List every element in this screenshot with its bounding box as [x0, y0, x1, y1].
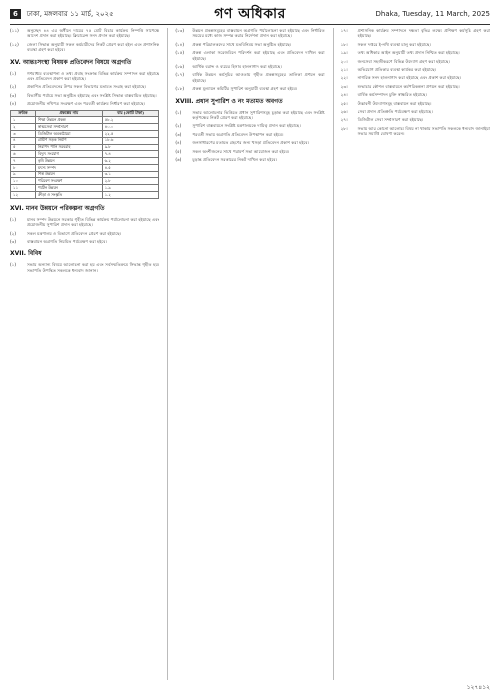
table-header-cell: প্রকল্পের নাম: [35, 110, 102, 117]
paragraph-number: (১২): [10, 41, 19, 47]
paragraph: [175, 72, 324, 83]
paragraph-text: নাগরিক সনদ হালনাগাদ করা হইয়াছে এবং প্রকাশ করা হইয়াছে।: [357, 75, 462, 81]
table-cell: ৫: [11, 144, 36, 151]
table-cell: শিল্প উন্নয়ন: [35, 171, 102, 178]
table-cell: ২.৮: [102, 178, 159, 185]
paragraph: [175, 64, 324, 69]
table-row: [11, 171, 159, 178]
paragraph-text: প্রকল্প মূল্যায়ন কমিটির সুপারিশ অনুযায়ী ব্যবস্থা গ্রহণ করা হইবে।: [192, 86, 298, 92]
masthead-left: [10, 8, 195, 20]
paragraph: [10, 217, 159, 228]
table-row: [11, 192, 159, 199]
paragraph: [341, 42, 490, 47]
project-cost-table: [10, 110, 159, 199]
paragraph-number: ২২।: [340, 75, 348, 81]
column-3: [333, 28, 490, 680]
table-cell: ৯: [11, 171, 36, 178]
paragraph-number: (৬): [175, 157, 182, 163]
paragraph-text: প্রশাসনিক কার্যক্রম সম্পাদনে দক্ষতা বৃদ্ধির লক্ষ্যে প্রশিক্ষণ কর্মসূচি গ্রহণ করা হইয়াছে।: [357, 28, 490, 39]
table-cell: ১.৯: [102, 185, 159, 192]
paragraph: [10, 84, 159, 89]
paragraph: [341, 28, 490, 39]
table-cell: ২: [11, 124, 36, 131]
paragraph-text: বার্ষিক কর্মসম্পাদন চুক্তি স্বাক্ষরিত হইয়াছে।: [357, 92, 427, 98]
page-number: 6: [10, 9, 21, 19]
paragraph-text: শুদ্ধাচার কৌশল বাস্তবায়নে কর্মপরিকল্পনা প্রণয়ন করা হইয়াছে।: [357, 83, 460, 89]
paragraph-text: মানব সম্পদ উন্নয়নে সরকার গৃহীত বিভিন্ন কার্যক্রম পর্যালোচনা করা হইয়াছে এবং প্রয়োজনীয় সুপারিশ প্রদান করা হইয়াছে।: [27, 216, 160, 228]
column-2: [167, 28, 324, 680]
table-row: [11, 158, 159, 165]
table-cell: ৬: [11, 151, 36, 158]
paragraph-number: (২): [10, 84, 16, 90]
section-heading: XVII. বিবিধ: [10, 250, 42, 258]
paragraph-number: (১৩): [175, 28, 185, 33]
paragraph: [10, 93, 159, 98]
paragraph: [175, 50, 324, 61]
paragraph: [341, 50, 490, 55]
table-cell: পর্যটন উন্নয়ন: [35, 185, 102, 192]
table-cell: ১১: [11, 185, 36, 192]
table-header-row: [11, 110, 159, 117]
paragraph-number: (৪): [10, 101, 16, 107]
table-row: [11, 117, 159, 124]
paragraph-number: (১৪): [175, 41, 185, 47]
table-cell: ৭.৪: [102, 151, 159, 158]
table-cell: ৬.২: [102, 158, 159, 165]
table-cell: ডিজিটাল অবকাঠামো: [35, 131, 102, 138]
paragraph-text: আর্থিক বরাদ্দ ও ব্যয়ের হিসাব হালনাগাদ করা হইয়াছে।: [192, 64, 282, 70]
paragraph: [341, 75, 490, 80]
paragraph-number: ১৯।: [340, 50, 348, 56]
paragraph-number: (১): [10, 70, 16, 76]
paragraph: [175, 86, 324, 91]
paragraph-number: (১): [10, 216, 16, 222]
paragraph-number: ২০।: [340, 58, 348, 64]
paragraph-number: (১৮): [175, 86, 185, 92]
paragraph-text: সভায় অন্যান্য বিষয়ে আলোচনা করা হয় এবং সর্বসম্মতিক্রমে সিদ্ধান্ত গৃহীত হয়। সভাপতি উপস্থিত সকলকে ধন্যবাদ জানান।: [27, 262, 160, 273]
column-1: [10, 28, 159, 680]
section-heading: XVIII. প্রধান সুপারিশ ও নং মতামত অবগত: [175, 97, 283, 105]
paragraph: [175, 28, 324, 39]
paragraph-text: জেলা সিদ্ধান্ত অনুযায়ী সকল কর্মচারীদের নিকট প্রেরণ করা হইল এবং প্রশাসনিক ব্যবস্থা গ্রহণ করা হইবে।: [27, 41, 160, 53]
paragraph: [341, 92, 490, 97]
paragraph-number: ১৭।: [340, 28, 348, 33]
paragraph: [175, 149, 324, 154]
paragraph-text: ডিজিটাল সেবা সম্প্রসারণ করা হইয়াছে।: [357, 117, 424, 123]
table-row: [11, 151, 159, 158]
table-header-cell: ব্যয় (কোটি টাকা): [102, 110, 159, 117]
paragraph-number: ২৫।: [340, 100, 348, 106]
paragraph-number: ২১।: [340, 67, 348, 73]
paragraph-number: (১৭): [175, 72, 185, 78]
paragraph-number: (১): [175, 109, 182, 115]
paragraph-text: অনুচ্ছেদ ৪৪ এর অধীনে দায়ের ৭৫ মোট বিচার কার্যক্রম নিষ্পত্তি সাপেক্ষে আদেশ প্রদান করা হইয়াছে। ক্লিয়ারেন্স সনদ প্রদান করা হইয়াছে।: [27, 28, 160, 39]
paragraph: [175, 42, 324, 47]
table-cell: ৪.৫: [102, 164, 159, 171]
paragraph: [10, 42, 159, 53]
table-row: [11, 137, 159, 144]
table-cell: ৩: [11, 131, 36, 138]
paragraph-text: বাস্তবায়ন অগ্রগতি নিয়মিত পর্যবেক্ষণ করা হইবে।: [27, 239, 107, 245]
paragraph-number: (৪): [175, 140, 182, 146]
masthead-date-bangla: ঢাকা, মঙ্গলবার ১১ মার্চ, ২০২৫: [26, 10, 114, 18]
paragraph-text: প্রয়োজনীয় নথিপত্র সংরক্ষণ এবং পরবর্তী কার্যক্রম নির্ধারণ করা হইয়াছে।: [27, 101, 146, 107]
paragraph-text: প্রকল্প পরিচালকদের সাথে মতবিনিময় সভা অনুষ্ঠিত হইয়াছে।: [192, 41, 292, 47]
article-columns: [10, 28, 490, 680]
masthead-date-english: Dhaka, Tuesday, 11 March, 2025: [375, 10, 490, 18]
paragraph-text: চূড়ান্ত প্রতিবেদন সরকারের নিকট দাখিল করা হইবে।: [192, 157, 278, 163]
paragraph-text: সকল অংশীজনের সাথে পরামর্শ সভা আয়োজন করা হইবে।: [192, 148, 290, 154]
paragraph: [10, 239, 159, 244]
paragraph-number: ১৮।: [340, 41, 348, 47]
paragraph: [341, 117, 490, 122]
table-row: [11, 124, 159, 131]
paragraph-text: উন্নয়ন প্রকল্পসমূহের বাস্তবায়ন অগ্রগতি পর্যালোচনা করা হইয়াছে এবং নির্ধারিত সময়ের মধ্যে কাজ সম্পন্ন করার নির্দেশনা প্রদান করা হইয়াছে।: [192, 28, 325, 39]
paragraph-text: সুপারিশ বাস্তবায়নে সংশ্লিষ্ট মন্ত্রণালয়কে দায়িত্ব প্রদান করা হইয়াছে।: [192, 123, 301, 129]
table-cell: ৮: [11, 164, 36, 171]
paragraph-number: (৩): [10, 239, 16, 245]
table-cell: ১.২: [102, 192, 159, 199]
table-cell: ২২.৫: [102, 131, 159, 138]
paragraph-text: প্রকল্প এলাকা সরেজমিনে পরিদর্শন করা হইয়াছে এবং প্রতিবেদন দাখিল করা হইয়াছে।: [192, 50, 325, 61]
paragraph-number: (১৫): [175, 50, 185, 56]
paragraph-text: সকল মন্ত্রণালয় ও বিভাগে প্রতিবেদন প্রেরণ করা হইয়াছে।: [27, 230, 122, 236]
table-cell: ৪: [11, 137, 36, 144]
paragraph: [341, 101, 490, 106]
table-cell: ৫৮.২: [102, 117, 159, 124]
paragraph-number: (৩): [10, 92, 16, 98]
table-row: [11, 164, 159, 171]
table-cell: ক্রীড়া ও সংস্কৃতি: [35, 192, 102, 199]
paragraph: [341, 84, 490, 89]
masthead: [10, 4, 490, 25]
table-cell: পরিবেশ সংরক্ষণ: [35, 178, 102, 185]
paragraph: [341, 67, 490, 72]
table-cell: ১২: [11, 192, 36, 199]
paragraph-number: ২৮।: [340, 125, 348, 131]
paragraph-number: (১): [10, 262, 16, 268]
table-cell: বিদ্যুৎ সংযোগ: [35, 151, 102, 158]
table-cell: ১৮.৬: [102, 137, 159, 144]
paragraph-number: (১৬): [175, 64, 185, 70]
table-cell: স্বাস্থ্যসেবা সম্প্রসারণ: [35, 124, 102, 131]
paragraph-text: সভায় আর কোনো আলোচ্য বিষয় না থাকায় সভাপতি সকলকে ধন্যবাদ জানাইয়া সভার সমাপ্তি ঘোষণা করেন।: [357, 125, 490, 137]
paragraph-text: তথ্য অধিকার আইন অনুযায়ী তথ্য প্রদান নিশ্চিত করা হইয়াছে।: [357, 50, 460, 56]
newspaper-logo: গণ অধিকার: [214, 6, 286, 22]
table-cell: ১০: [11, 178, 36, 185]
section-heading: XV. আন্তঃসংস্থা বিষয়ক প্রতিবেদন বিষয়ে অগ্রগতি: [10, 58, 132, 66]
paragraph: [10, 262, 159, 273]
paragraph: [175, 140, 324, 145]
table-cell: ৯.৮: [102, 144, 159, 151]
table-cell: মৎস্য সম্পদ: [35, 164, 102, 171]
table-cell: ১: [11, 117, 36, 124]
table-cell: ৪০.০: [102, 124, 159, 131]
table-cell: কৃষি উন্নয়ন: [35, 158, 102, 165]
table-row: [11, 144, 159, 151]
paragraph: [175, 157, 324, 162]
table-header-cell: ক্রমিক: [11, 110, 36, 117]
paragraph: [10, 28, 159, 39]
paragraph-number: ২৭।: [340, 117, 348, 123]
paragraph-text: প্রকাশিত প্রতিবেদনের উপর সকল বিভাগের মতামত সংগ্রহ করা হইয়াছে।: [27, 84, 146, 90]
paragraph-text: সকল দপ্তরে ই-নথি ব্যবস্থা চালু করা হইয়াছে।: [357, 41, 431, 47]
paragraph-text: জনসেবা সহজীকরণে বিভিন্ন উদ্যোগ গ্রহণ করা হইয়াছে।: [357, 58, 450, 64]
paragraph-text: জনসাধারণের মতামত গ্রহণের জন্য খসড়া প্রতিবেদন প্রকাশ করা হইবে।: [192, 140, 310, 146]
section-heading: XVI. মানব উন্নয়নে পরিকল্পনা অগ্রগতি: [10, 204, 105, 212]
paragraph-text: বার্ষিক উন্নয়ন কর্মসূচির আওতায় গৃহীত প্রকল্পসমূহের তালিকা প্রণয়ন করা হইয়াছে।: [192, 72, 325, 83]
paragraph-text: পরবর্তী সভায় অগ্রগতি প্রতিবেদন উপস্থাপন করা হইবে।: [192, 131, 284, 137]
paragraph-text: সভার আলোচনার ভিত্তিতে প্রধান সুপারিশসমূহ চূড়ান্ত করা হইয়াছে এবং সংশ্লিষ্ট কর্তৃপক্ষের নিকট প্রেরণ করা হইয়াছে।: [192, 109, 325, 121]
paragraph: [10, 231, 159, 236]
paragraph-number: (২): [10, 230, 16, 236]
paragraph-text: গণমাধ্যম ব্যবস্থাপনা ও তথ্য প্রবাহ সংক্রান্ত বিভিন্ন কার্যক্রম সম্পাদন করা হইয়াছে এবং প্রতিবেদন প্রকাশ করা হইয়াছে।: [27, 70, 160, 82]
table-cell: ৩.১: [102, 171, 159, 178]
paragraph: [341, 59, 490, 64]
paragraph: [10, 71, 159, 82]
paragraph-number: (১১): [10, 28, 19, 33]
paragraph-text: অভিযোগ প্রতিকার ব্যবস্থা কার্যকর করা হইয়াছে।: [357, 67, 437, 73]
paragraph-number: (৫): [175, 148, 182, 154]
table-cell: নিরাপদ পানি সরবরাহ: [35, 144, 102, 151]
paragraph: [175, 123, 324, 128]
paragraph-text: সেবা প্রদান প্রতিশ্রুতি পর্যবেক্ষণ করা হইয়াছে।: [357, 109, 433, 115]
paragraph: [10, 101, 159, 106]
paragraph: [175, 110, 324, 121]
table-cell: গ্রামীণ সড়ক নির্মাণ: [35, 137, 102, 144]
table-cell: শিক্ষা উন্নয়ন প্রকল্প: [35, 117, 102, 124]
paragraph-text: বিভাগীয় পর্যায়ে সভা অনুষ্ঠিত হইয়াছে এবং সংশ্লিষ্ট সিদ্ধান্ত বাস্তবায়িত হইয়াছে।: [27, 92, 157, 98]
paragraph-number: (৩): [175, 131, 182, 137]
table-row: [11, 178, 159, 185]
paragraph: [341, 109, 490, 114]
footer-code: ১২৭৪১২: [466, 684, 490, 691]
paragraph-text: উদ্ভাবনী উদ্যোগসমূহ বাস্তবায়ন করা হইয়াছে।: [357, 100, 432, 106]
paragraph-number: ২৬।: [340, 109, 348, 115]
table-row: [11, 185, 159, 192]
paragraph-number: (২): [175, 123, 182, 129]
paragraph-number: ২৪।: [340, 92, 348, 98]
paragraph: [175, 132, 324, 137]
table-cell: ৭: [11, 158, 36, 165]
table-row: [11, 131, 159, 138]
paragraph: [341, 126, 490, 137]
paragraph-number: ২৩।: [340, 83, 348, 89]
